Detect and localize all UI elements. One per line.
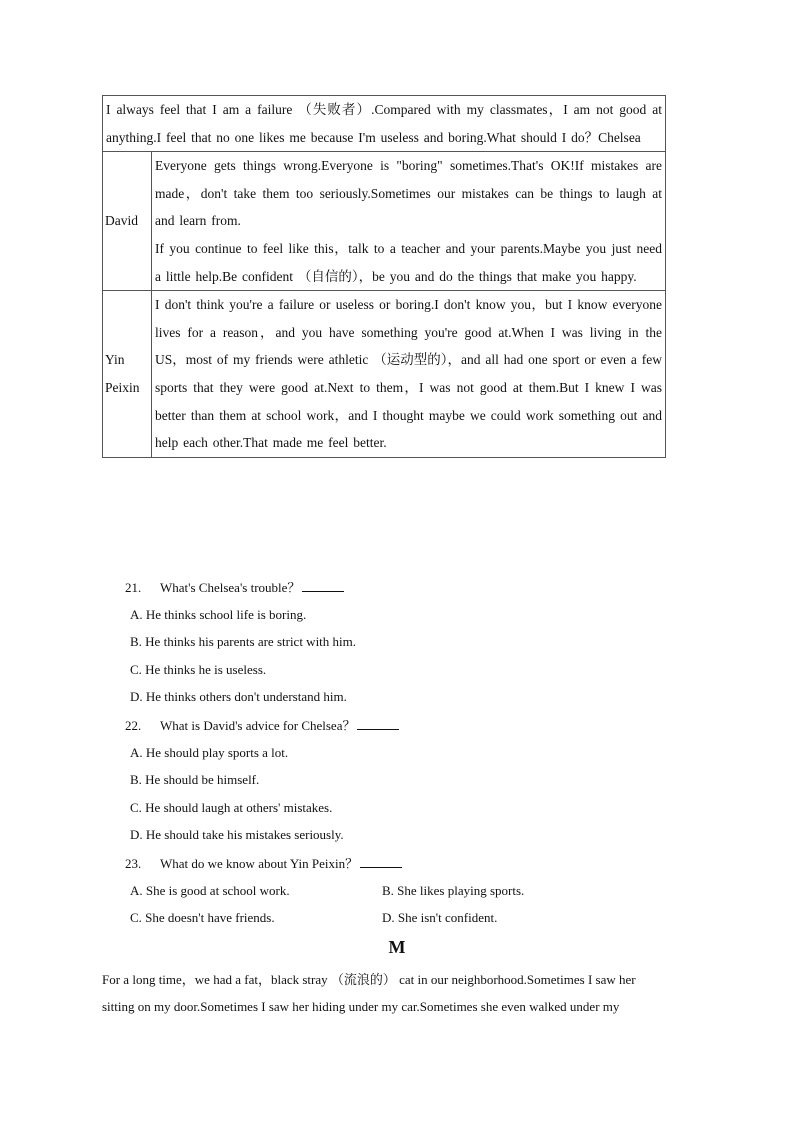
letter-from-yin (103, 291, 152, 458)
letter-david-para-1: Everyone gets things wrong.Everyone is "boring" sometimes.That's OK!If mistakes are made，don't take them too seriously.Sometimes our mistakes can be things to laugh at and learn from. (155, 158, 662, 229)
question-22 (125, 717, 399, 734)
question-21 (125, 579, 344, 596)
option-22-b[interactable]: B. He should be himself. (130, 772, 260, 787)
letter-yin-text: I don't think you're a failure or useless or boring.I don't know you，but I know everyone lives for a reason，and you have something you're good at.When I was living in the US，most of my friends were athletic （运动型的），and all had one sport or even a few sports that they were good at.Next to them，I was not good at them.But I knew I was better than them at school work，and I thought maybe we could work something out and help each other.That made me feel better. (155, 297, 662, 451)
option-21-d[interactable]: D. He thinks others don't understand him. (130, 689, 347, 704)
letter-row-david (103, 152, 666, 291)
letter-david-para-2: If you continue to feel like this，talk to a teacher and your parents.Maybe you just need a little help.Be confident （自信的），be you and do the things that make you happy. (155, 240, 662, 284)
question-text: What's Chelsea's trouble？ (160, 580, 301, 595)
answer-blank[interactable] (360, 855, 402, 868)
question-text: What is David's advice for Chelsea？ (160, 718, 356, 733)
option-22-a[interactable]: A. He should play sports a lot. (130, 745, 289, 760)
option-22-c[interactable]: C. He should laugh at others' mistakes. (130, 800, 333, 815)
option-21-a[interactable]: A. He thinks school life is boring. (130, 607, 307, 622)
option-21-c[interactable]: C. He thinks he is useless. (130, 662, 267, 677)
question-number: 22. (125, 718, 142, 733)
passage-line-1: For a long time，we had a fat，black stray （流浪的） cat in our neighborhood.Sometimes I saw her (102, 972, 636, 987)
letters-table (102, 95, 666, 458)
letter-row-yin (103, 291, 666, 458)
letter-chelsea-text: I always feel that I am a failure （失败者）.Compared with my classmates，I am not good at anything.I feel that no one likes me because I'm useless and boring.What should I do？Chelsea (106, 102, 662, 145)
option-22-d[interactable]: D. He should take his mistakes seriously. (130, 827, 344, 842)
option-23-c[interactable]: C. She doesn't have friends. (130, 910, 275, 925)
letter-row-chelsea (103, 96, 666, 152)
letter-chelsea-cell (103, 96, 666, 152)
option-23-a[interactable]: A. She is good at school work. (130, 883, 290, 898)
letter-from-david (103, 152, 152, 291)
question-number: 21. (125, 580, 142, 595)
letter-david-cell (152, 152, 666, 291)
letter-yin-name: Yin Peixin (105, 352, 140, 395)
question-23 (125, 855, 402, 872)
question-number: 23. (125, 856, 142, 871)
option-21-b[interactable]: B. He thinks his parents are strict with him. (130, 634, 357, 649)
passage-line-2: sitting on my door.Sometimes I saw her hiding under my car.Sometimes she even walked under my (102, 999, 620, 1014)
answer-blank[interactable] (357, 717, 399, 730)
letter-yin-cell (152, 291, 666, 458)
section-title: M (388, 937, 406, 957)
question-text: What do we know about Yin Peixin？ (160, 856, 359, 871)
option-23-b[interactable]: B. She likes playing sports. (382, 883, 525, 898)
letter-david-name: David (105, 213, 138, 229)
answer-blank[interactable] (302, 579, 344, 592)
option-23-d[interactable]: D. She isn't confident. (382, 910, 498, 925)
